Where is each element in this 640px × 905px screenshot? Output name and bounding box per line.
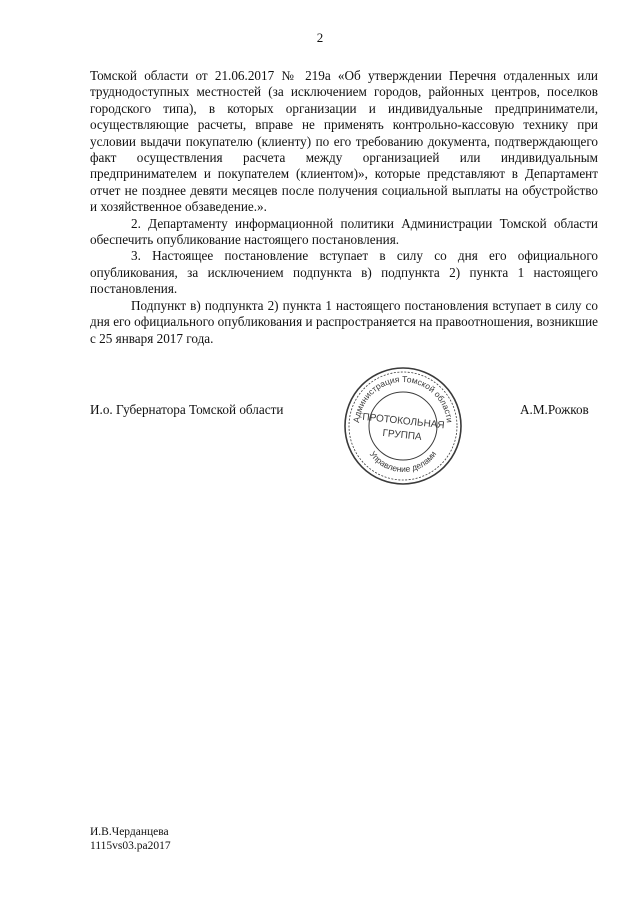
paragraph-continuation: Томской области от 21.06.2017 № 219а «Об утверждении Перечня отдаленных или труднодоступных местностей (за исключением городов, районных центров, поселков городского типа), в которых организации и индивидуальные предприниматели, осуществляющие расчеты, вправе не применять контрольно-кассовую технику при условии выдачи покупателю (клиенту) по его требованию документа, подтверждающего факт осуществления расчета между организацией или индивидуальным предпринимателем и покупателем (клиентом)», которые представляют в Департамент отчет не позднее девяти месяцев после получения социальной выплаты на обустройство и хозяйственное обзаведение.». xyxy=(90,68,598,215)
paragraph-subpoint: Подпункт в) подпункта 2) пункта 1 настоящего постановления вступает в силу со дня его официального опубликования и распространяется на правоотношения, возникшие с 25 января 2017 года. xyxy=(90,297,598,346)
signatory-title: И.о. Губернатора Томской области xyxy=(90,402,284,417)
document-body xyxy=(90,68,598,347)
stamp-ring-bottom: Управление делами xyxy=(367,449,439,475)
paragraph-item-3: 3. Настоящее постановление вступает в силу со дня его официального опубликования, за исключением подпункта в) подпункта 2) пункта 1 настоящего постановления. xyxy=(90,248,598,297)
official-stamp xyxy=(339,362,467,490)
stamp-center-line1: ПРОТОКОЛЬНАЯ xyxy=(361,411,446,432)
footer xyxy=(90,826,171,853)
signatory-name: А.М.Рожков xyxy=(520,402,589,417)
paragraph-item-2: 2. Департаменту информационной политики Администрации Томской области обеспечить опубликование настоящего постановления. xyxy=(90,215,598,248)
stamp-center-line2: ГРУППА xyxy=(381,427,423,443)
footer-author: И.В.Черданцева xyxy=(90,826,169,838)
footer-doc-code: 1115vs03.pa2017 xyxy=(90,839,171,852)
stamp-ring-top: Администрация Томской области xyxy=(351,373,455,424)
page-number: 2 xyxy=(316,30,324,45)
